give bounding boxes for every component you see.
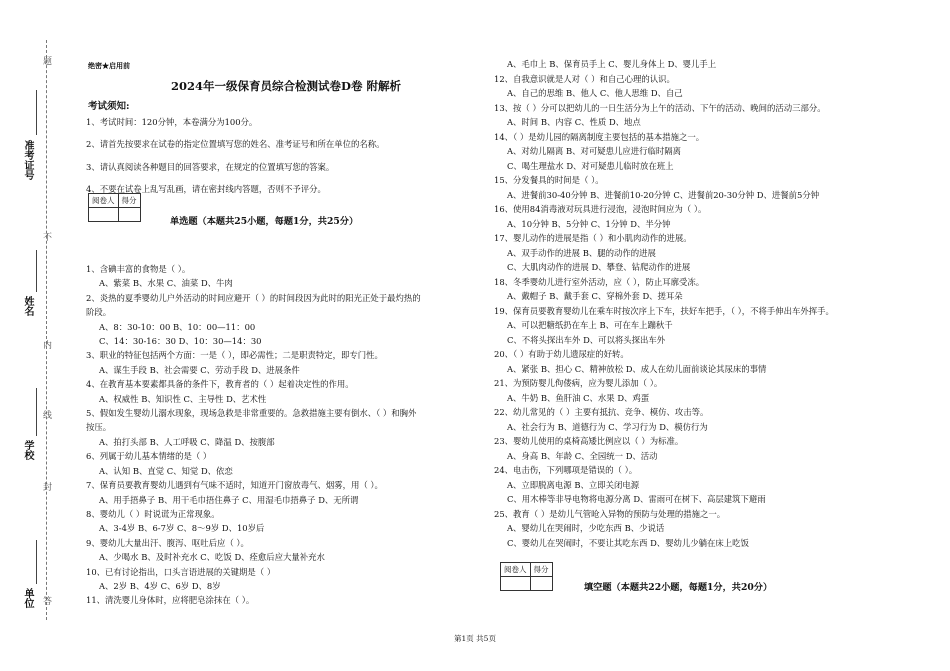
notice-item: 1、考试时间：120分钟，本卷满分为100分。	[86, 117, 258, 127]
answer-options: A、少喝水 B、及时补充水 C、吃饭 D、痊愈后应大量补充水	[99, 552, 325, 563]
question-text: 7、保育员要教育婴幼儿遇到有气味不适时，知道开门窗放毒气、烟雾，用（ ）。	[86, 480, 383, 491]
answer-options: A、可以把糖纸扔在车上 B、可在车上蹦秋千	[507, 320, 673, 330]
exam-number-field[interactable]	[36, 90, 46, 135]
question-text: 5、假如发生婴幼儿溺水现象，现场急救是非常重要的。急救措施主要有倒水、（ ）和胸外	[86, 408, 417, 419]
notice-item: 4、不要在试卷上乱写乱画，请在密封线内答题，否则不予评分。	[86, 183, 326, 194]
question-text: 16、使用84消毒液对玩具进行浸泡，浸泡时间应为（ ）。	[494, 204, 707, 214]
binding-margin	[0, 0, 60, 671]
score-label: 得分	[118, 194, 140, 208]
exam-number-label: 准考证号	[22, 140, 33, 180]
score-box	[88, 193, 141, 222]
answer-options: A、权威性 B、知识性 C、主导性 D、艺术性	[99, 393, 267, 404]
question-text: 阶段。	[86, 307, 112, 318]
question-text: 17、婴儿动作的进展是指（ ）和小肌肉动作的进展。	[494, 233, 692, 243]
answer-options: A、时间 B、内容 C、性质 D、地点	[507, 117, 641, 127]
questions-right-column	[494, 57, 904, 550]
secret-mark: 绝密★启用前	[88, 61, 130, 70]
notice-item: 2、请首先按要求在试卷的指定位置填写您的姓名、准考证号和所在单位的名称。	[86, 139, 385, 150]
question-text: 13、按（ ）分可以把幼儿的一日生活分为上午的活动、下午的活动、晚间的活动三部分。	[494, 102, 826, 113]
question-text: 1、含碘丰富的食物是（ ）。	[86, 264, 191, 274]
answer-options: A、10分钟 B、5分钟 C、1分钟 D、半分钟	[507, 218, 671, 229]
question-text: 22、幼儿常见的（ ）主要有抵抗、竞争、模仿、攻击等。	[494, 407, 709, 417]
notice-list	[86, 116, 486, 195]
answer-options: C、不将头探出车外 D、可以将头探出车外	[507, 334, 666, 345]
page-title: 2024年一级保育员综合检测试卷D卷 附解析	[171, 79, 401, 93]
answer-options: A、立即脱离电源 B、立即关闭电源	[507, 479, 640, 490]
question-text: 2、炎热的夏季婴幼儿户外活动的时间应避开（ ）的时间段因为此时的阳光正处于最灼热的	[86, 292, 421, 303]
notice-item: 3、请认真阅读各种题目的回答要求，在规定的位置填写您的答案。	[86, 161, 335, 172]
question-text: 11、清洗婴儿身体时，应将肥皂涂抹在（ ）。	[86, 595, 255, 606]
question-text: 3、职业的特征包括两个方面：一是（ ），即必需性；二是职责特定，即专门性。	[86, 350, 383, 361]
school-field[interactable]	[36, 388, 46, 436]
question-text: 15、分发餐具的时间是（ ）。	[494, 175, 604, 185]
answer-options: A、牛奶 B、鱼肝油 C、水果 D、鸡蛋	[507, 392, 650, 403]
answer-options: A、进餐前30-40分钟 B、进餐前10-20分钟 C、进餐前20-30分钟 D、进餐前5分钟	[507, 189, 820, 200]
answer-options: A、紫菜 B、水果 C、油菜 D、牛肉	[99, 278, 233, 289]
answer-options: A、认知 B、直觉 C、知觉 D、依恋	[99, 465, 233, 476]
questions-left-column	[86, 262, 486, 608]
score-cell[interactable]	[530, 577, 552, 591]
answer-options: C、婴幼儿在哭闹时，不要让其吃东西 D、婴幼儿少躺在床上吃饭	[507, 537, 749, 548]
seal-text: 不	[41, 232, 51, 243]
question-text: 6、列属于幼儿基本情绪的是（ ）	[86, 451, 212, 462]
question-text: 按压。	[86, 422, 112, 433]
answer-options: C、大肌肉动作的进展 D、攀登、钻爬动作的进展	[507, 262, 691, 272]
answer-options: A、8：30-10：00 B、10：00—11：00	[99, 321, 256, 332]
question-text: 24、电击伤，下列哪项是错误的（ ）。	[494, 465, 638, 475]
answer-options: A、2岁 B、4岁 C、6岁 D、8岁	[99, 580, 221, 591]
answer-options: A、用手捂鼻子 B、用干毛巾捂住鼻子 C、用湿毛巾捂鼻子 D、无所谓	[99, 494, 359, 505]
answer-options: A、谋生手段 B、社会需要 C、劳动手段 D、进展条件	[99, 364, 300, 375]
answer-options: A、3-4岁 B、6-7岁 C、8～9岁 D、10岁后	[99, 523, 265, 534]
answer-options: A、紧张 B、担心 C、精神放松 D、成人在幼儿面前谈论其尿床的事情	[507, 363, 767, 374]
question-text: 25、教育（ ）是幼儿气管呛入异物的预防与处理的措施之一。	[494, 508, 726, 519]
seal-text: 封	[41, 482, 51, 493]
question-text: 21、为预防婴儿佝偻病，应为婴儿添加（ ）。	[494, 378, 663, 388]
seal-line	[46, 40, 48, 620]
seal-text: 答	[41, 596, 51, 607]
seal-text: 题	[41, 56, 51, 67]
answer-options: A、身高 B、年龄 C、全园统一 D、活动	[507, 450, 658, 461]
question-text: 20、（ ）有助于幼儿遗尿症的好转。	[494, 349, 629, 359]
question-text: 23、婴幼儿使用的桌椅高矮比例应以（ ）为标准。	[494, 436, 684, 446]
question-text: 8、婴幼儿（ ）时说谎为正常现象。	[86, 508, 220, 519]
answer-options: A、对幼儿隔离 B、对可疑患儿应进行临时隔离	[507, 146, 681, 156]
grader-label: 阅卷人	[89, 194, 119, 208]
section-title-fill-blank: 填空题（本题共22小题，每题1分，共20分）	[584, 582, 773, 593]
score-label: 得分	[530, 563, 552, 577]
answer-options: A、自己的思维 B、他人 C、他人思维 D、自己	[507, 88, 683, 98]
answer-options: A、双手动作的进展 B、腿的动作的进展	[507, 247, 656, 258]
unit-label: 单位	[22, 588, 33, 608]
answer-options: C、用木棒等非导电物将电源分离 D、雷雨可在树下、高层建筑下避雨	[507, 494, 766, 504]
question-text: 10、已有讨论指出，口头言语进展的关键期是（ ）	[86, 566, 276, 577]
seal-text: 线	[41, 410, 51, 421]
answer-options: A、毛巾上 B、保育员手上 C、婴儿身体上 D、婴儿手上	[507, 59, 717, 69]
answer-options: C、喝生理盐水 D、对可疑患儿临时放在班上	[507, 160, 674, 171]
page-footer: 第1页 共5页	[454, 634, 496, 643]
seal-text: 内	[41, 340, 51, 351]
notice-heading: 考试须知:	[88, 101, 130, 112]
answer-options: A、拍打头部 B、人工呼吸 C、降温 D、按腹部	[99, 436, 275, 447]
question-text: 9、婴幼儿大量出汗、腹泻、呕吐后应（ ）。	[86, 537, 249, 548]
answer-options: A、婴幼儿在哭闹时，少吃东西 B、少说话	[507, 523, 665, 533]
question-text: 18、冬季婴幼儿进行室外活动，应（ ），防止耳廓受冻。	[494, 276, 705, 287]
question-text: 4、在教育基本要素都具备的条件下，教育者的（ ）起着决定性的作用。	[86, 379, 354, 390]
score-cell[interactable]	[118, 208, 140, 222]
school-label: 学校	[22, 440, 33, 460]
name-label: 姓名	[22, 296, 33, 316]
answer-options: C、14：30-16：30 D、10：30—14：30	[99, 336, 262, 347]
section-title-single-choice: 单选题（本题共25小题，每题1分，共25分）	[170, 216, 359, 227]
answer-options: A、戴帽子 B、戴手套 C、穿棉外套 D、搓耳朵	[507, 291, 683, 301]
unit-field[interactable]	[36, 540, 46, 584]
name-field[interactable]	[36, 250, 46, 292]
question-text: 19、保育员要教育婴幼儿在乘车时按次序上下车，扶好车把手，（ ），不将手伸出车外挥手。	[494, 305, 834, 316]
answer-options: A、社会行为 B、道德行为 C、学习行为 D、模仿行为	[507, 421, 708, 432]
score-box	[500, 562, 553, 591]
question-text: 14、（ ）是幼儿园的隔离制度主要包括的基本措施之一。	[494, 131, 705, 142]
question-text: 12、自我意识就是人对（ ）和自己心理的认识。	[494, 73, 675, 84]
grader-label: 阅卷人	[501, 563, 531, 577]
grader-cell[interactable]	[501, 577, 531, 591]
grader-cell[interactable]	[89, 208, 119, 222]
